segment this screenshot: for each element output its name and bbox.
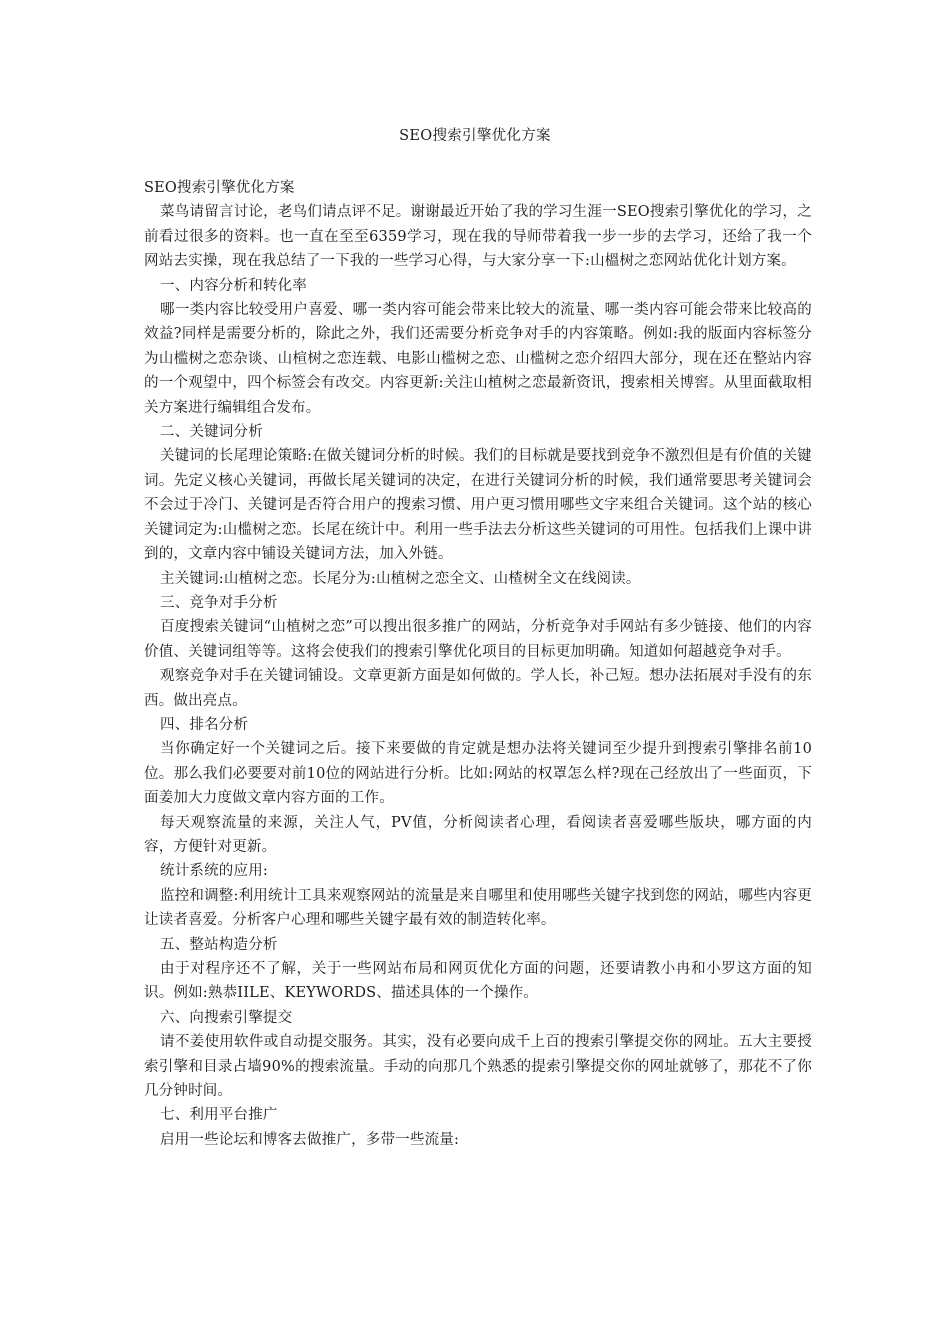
paragraph: 菜鸟请留言讨论，老鸟们请点评不足。谢谢最近开始了我的学习生涯一SEO搜索引擎优化的学习，之前看过很多的资料。也一直在至至6359学习，现在我的导师带着我一步一步的去学习，还给了我一个网站去实操，现在我总结了一下我的一些学习心得，与大家分享一下:山榲树之恋网站优化计划方案。 (144, 204, 812, 270)
paragraph: 六、向搜索引擎提交 (160, 1009, 293, 1026)
paragraph: 监控和调整:利用统计工具来观察网站的流量是来自哪里和使用哪些关键字找到您的网站，哪些内容更让读者喜爱。分析客户心理和哪些关键字最有效的制造转化率。 (144, 887, 812, 929)
paragraph: 由于对程序还不了解，关于一些网站布局和网页优化方面的问题，还要请教小冉和小罗这方面的知识。例如:熟恭IILE、KEYWORDS、描述具体的一个操作。 (144, 961, 812, 1002)
document-title: SEO搜索引擎优化方案 (399, 128, 551, 144)
paragraph: 当你确定好一个关键词之后。接下来要做的肯定就是想办法将关键词至少提升到搜索引擎排名前10位。那么我们必要要对前10位的网站进行分析。比如:网站的权罩怎么样?现在己经放出了一些面页，下面姜加大力度做文章内容方面的工作。 (144, 741, 812, 807)
paragraph: 启用一些论坛和博客去做推广，多带一些流量: (160, 1131, 460, 1148)
paragraph: 每天观察流量的来源，关注人气，PV值，分析阅读者心理，看阅读者喜爱哪些版块，哪方面的内容，方便针对更新。 (144, 814, 812, 855)
paragraph: 三、竞争对手分析 (160, 594, 278, 611)
paragraph: SEO搜索引擎优化方案 (144, 180, 295, 196)
paragraph: 一、内容分析和转化率 (160, 277, 307, 294)
paragraph: 百度搜索关键词“山植树之恋”可以搜出很多推广的网站，分析竞争对手网站有多少链接、他们的内容价值、关键词组等等。这将会使我们的搜索引擎优化项目的目标更加明确。知道如何超越竞争对手。 (144, 619, 812, 660)
paragraph: 七、利用平台推广 (160, 1107, 278, 1124)
paragraph: 观察竞争对手在关键词铺设。文章更新方面是如何做的。学人长，补己短。想办法拓展对手没有的东西。做出亮点。 (144, 668, 812, 709)
paragraph: 四、排名分析 (160, 716, 249, 733)
paragraph: 哪一类内容比较受用户喜爱、哪一类内容可能会带来比较大的流量、哪一类内容可能会带来比较高的效益?同样是需要分析的，除此之外，我们还需要分析竞争对手的内容策略。例如:我的版面内容标签分为山槛树之恋杂谈、山楦树之恋连载、电影山槛树之恋、山槛树之恋介绍四大部分，现在还在整站内容的一个观望中，四个标签会有改交。内容更新:关注山植树之恋最新资讯，搜索相关博窖。从里面截取相关方案进行编辑组合发布。 (144, 302, 812, 416)
paragraph: 关键词的长尾理论策略:在做关键词分析的时候。我们的目标就是要找到竞争不激烈但是有价值的关键词。先定义核心关键词，再做长尾关键词的决定，在进行关键词分析的时候，我们通常要思考关键词会不会过于冷门、关键诃是否符合用户的搜索习惯、用户更习惯用哪些文字来组合关键词。这个站的核心关键词定为:山槛树之恋。长尾在统计中。利用一些手法去分析这些关键词的可用性。包括我们上课中讲到的，文章内容中铺设关键词方法，加入外链。 (144, 448, 812, 563)
paragraph: 请不姜使用软件或自动提交服务。其实，没有必要向成千上百的搜索引擎提交你的网址。五大主要授索引擎和目录占墙90%的搜索流量。手动的向那几个熟悉的提索引擎提交你的网址就够了，那花不了你几分钟时间。 (144, 1034, 812, 1100)
paragraph: 主关键词:山植树之恋。长尾分为:山植树之恋全文、山楂树全文在线阅读。 (160, 570, 641, 587)
paragraph: 统计系统的应用: (160, 863, 268, 880)
paragraph: 五、整站构造分析 (160, 936, 278, 953)
document-body (144, 176, 812, 1152)
paragraph: 二、关键词分析 (160, 424, 263, 441)
